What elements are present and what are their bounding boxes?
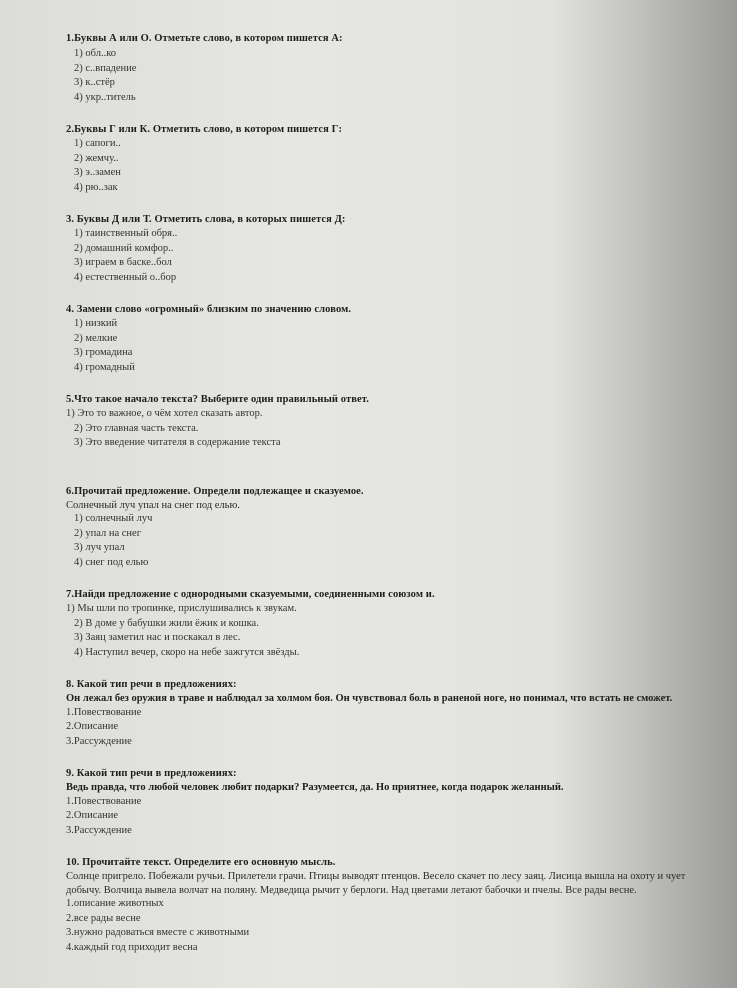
answer-option: 3.Рассуждение	[66, 735, 132, 747]
answer-option: 2.Описание	[66, 810, 119, 821]
question-text: Ведь правда, что любой человек любит подарки? Разумеется, да. Но приятнее, когда подарок желанный.	[66, 782, 564, 793]
answer-option: 4) естественный о..бор	[74, 271, 177, 283]
question-2	[66, 123, 706, 195]
question-title: 6.Прочитай предложение. Определи подлежащее и сказуемое.	[66, 485, 364, 497]
answer-option: 3) играем в баске..бол	[74, 257, 172, 268]
answer-option: 2) с..впадение	[74, 62, 137, 74]
answer-option: 2) Это главная часть текста.	[74, 422, 199, 434]
question-4	[66, 303, 706, 375]
answer-option: 1) таинственный обря..	[74, 228, 178, 239]
answer-option: 3) к..стёр	[74, 77, 115, 88]
question-title: 4. Замени слово «огромный» близким по значению словом.	[66, 304, 352, 315]
question-text: Солнце пригрело. Побежали ручьи. Прилетели грачи. Птицы выводят птенцов. Весело скачет по лесу заяц. Лисица вышла на охоту и чует добычу. Волчица вывела волчат на поляну. Медведица рычит у берлоги. Над цветами летают бабочки и пчелы. Все рады весне.	[66, 871, 686, 896]
answer-option: 1) сапоги..	[74, 138, 121, 149]
answer-option: 4) громадный	[74, 361, 135, 373]
answer-option: 3) Заяц заметил нас и поскакал в лес.	[74, 632, 241, 643]
question-title: 9. Какой тип речи в предложениях:	[66, 768, 237, 779]
question-5	[66, 393, 706, 451]
answer-option: 4) укр..титель	[74, 91, 136, 103]
answer-option: 1) солнечный луч	[74, 513, 153, 524]
answer-option: 2) В доме у бабушки жили ёжик и кошка.	[74, 617, 259, 629]
answer-option: 1.описание животных	[66, 898, 164, 909]
answer-option: 2) домашний комфор..	[74, 242, 174, 254]
answer-option: 1.Повествование	[66, 795, 142, 807]
question-6	[66, 485, 706, 571]
question-title: 5.Что такое начало текста? Выберите один правильный ответ.	[66, 394, 369, 405]
question-8	[66, 678, 706, 749]
answer-option: 3) громадина	[74, 347, 133, 358]
question-title: 10. Прочитайте текст. Определите его основную мысль.	[66, 857, 336, 868]
answer-option: 3) Это введение читателя в содержание текста	[74, 437, 281, 448]
question-title: 3. Буквы Д или Т. Отметить слова, в которых пишется Д:	[66, 214, 346, 225]
answer-option: 2) упал на снег	[74, 527, 142, 539]
question-title: 1.Буквы А или О. Отметьте слово, в котором пишется А:	[66, 33, 343, 44]
question-1	[66, 32, 706, 105]
answer-option: 4) снег под елью	[74, 556, 149, 568]
question-10	[66, 856, 706, 955]
question-3	[66, 213, 706, 285]
question-text: Он лежал без оружия в траве и наблюдал за холмом боя. Он чувствовал боль в раненой ноге, но понимал, что встать не сможет.	[66, 693, 673, 704]
answer-option: 1) Это то важное, о чём хотел сказать автор.	[66, 408, 263, 419]
question-title: 8. Какой тип речи в предложениях:	[66, 679, 237, 690]
answer-option: 3) э..замен	[74, 167, 121, 178]
answer-option: 1) низкий	[74, 318, 118, 329]
answer-option: 1) обл..ко	[74, 48, 117, 59]
answer-option: 3.нужно радоваться вместе с животными	[66, 927, 250, 938]
answer-option: 1) Мы шли по тропинке, прислушивались к звукам.	[66, 603, 297, 614]
answer-option: 2.Описание	[66, 721, 119, 732]
answer-option: 3.Рассуждение	[66, 824, 132, 836]
question-text: Солнечный луч упал на снег под елью.	[66, 499, 240, 511]
question-9	[66, 767, 706, 838]
answer-option: 2) жемчу..	[74, 152, 119, 164]
answer-option: 2.все рады весне	[66, 912, 141, 924]
answer-option: 4.каждый год приходит весна	[66, 941, 198, 953]
answer-option: 1.Повествование	[66, 706, 142, 718]
test-sheet	[66, 32, 706, 973]
answer-option: 2) мелкие	[74, 332, 118, 344]
answer-option: 4) Наступил вечер, скоро на небе зажгутся звёзды.	[74, 646, 300, 658]
answer-option: 3) луч упал	[74, 542, 125, 553]
question-title: 2.Буквы Г или К. Отметить слово, в котором пишется Г:	[66, 124, 343, 135]
question-7	[66, 588, 706, 660]
question-title: 7.Найди предложение с однородными сказуемыми, соединенными союзом и.	[66, 589, 435, 600]
answer-option: 4) рю..зак	[74, 181, 118, 193]
